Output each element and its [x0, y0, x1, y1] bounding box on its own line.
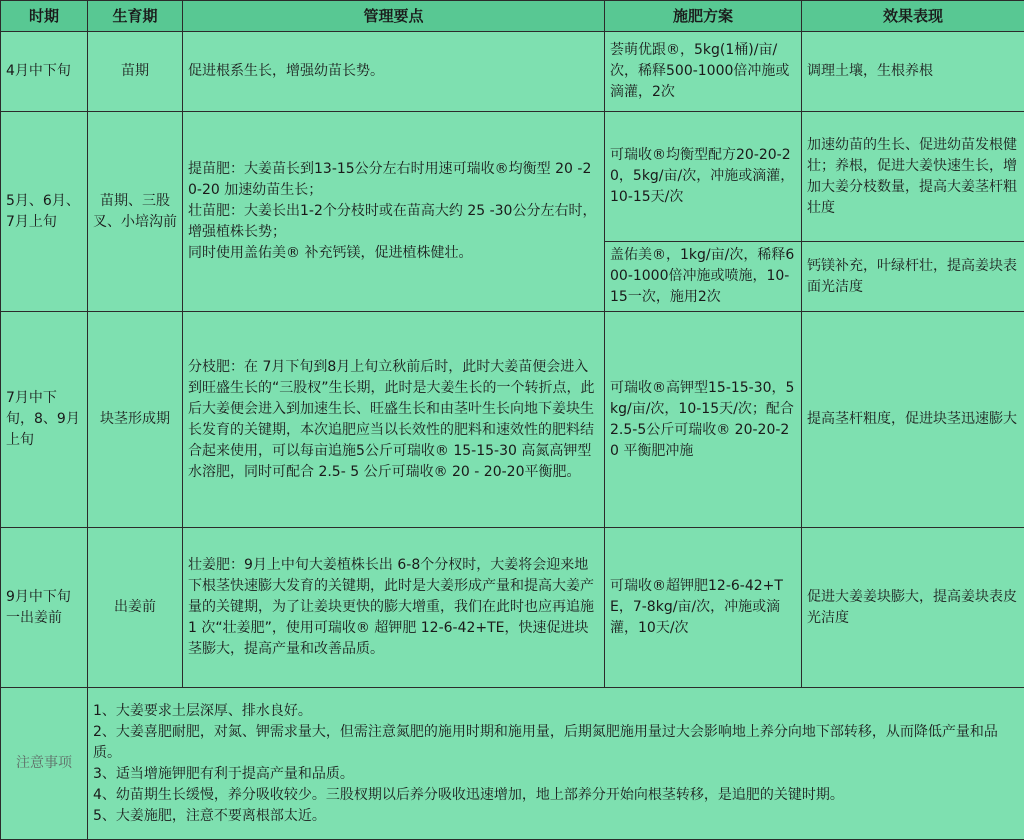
header-management: 管理要点: [183, 1, 605, 32]
management-cell: [183, 112, 605, 312]
effect-cell: 钙镁补充，叶绿杆壮，提高姜块表面光洁度: [802, 242, 1024, 312]
management-cell: [183, 528, 605, 688]
plan-cell: 可瑞收®超钾肥12-6-42+TE，7-8kg/亩/次，冲施或滴灌，10天/次: [605, 528, 802, 688]
header-fertilization-plan: 施肥方案: [605, 1, 802, 32]
note-item: 3、适当增施钾肥有利于提高产量和品质。: [93, 765, 354, 782]
header-row: [1, 1, 1024, 32]
management-line: 壮苗肥：大姜长出1-2个分枝时或在苗高大约 25 -30公分左右时，增强植株长势；: [188, 203, 597, 240]
management-cell: [183, 312, 605, 528]
notes-row: [1, 688, 1024, 840]
plan-cell: 可瑞收®高钾型15-15-30，5kg/亩/次，10-15天/次；配合2.5-5公斤可瑞收® 20-20-20 平衡肥冲施: [605, 312, 802, 528]
header-period: 时期: [1, 1, 88, 32]
note-item: 4、幼苗期生长缓慢，养分吸收较少。三股杈期以后养分吸收迅速增加，地上部养分开始向根茎转移，是追肥的关键时期。: [93, 786, 844, 803]
period-cell: 7月中下旬，8、9月上旬: [1, 312, 88, 528]
plan-cell: 可瑞收®均衡型配方20-20-20，5kg/亩/次，冲施或滴灌，10-15天/次: [605, 112, 802, 242]
note-item: 2、大姜喜肥耐肥，对氮、钾需求量大，但需注意氮肥的施用时期和施用量，后期氮肥施用量过大会影响地上养分向地下部转移，从而降低产量和品质。: [93, 723, 998, 761]
stage-cell: 块茎形成期: [88, 312, 183, 528]
notes-label: 注意事项: [1, 688, 88, 840]
effect-cell: 提高茎杆粗度，促进块茎迅速膨大: [802, 312, 1024, 528]
management-line: 提苗肥：大姜苗长到13-15公分左右时用速可瑞收®均衡型 20 -20-20 加速幼苗生长；: [188, 161, 592, 198]
header-stage: 生育期: [88, 1, 183, 32]
note-item: 5、大姜施肥，注意不要离根部太近。: [93, 807, 326, 824]
table-row: [1, 32, 1024, 112]
notes-body: [88, 688, 1024, 840]
stage-cell: 苗期: [88, 32, 183, 112]
effect-cell: 促进大姜姜块膨大，提高姜块表皮光洁度: [802, 528, 1024, 688]
management-cell: [183, 32, 605, 112]
management-line: 分枝肥：在 7月下旬到8月上旬立秋前后时，此时大姜苗便会进入到旺盛生长的“三股杈”生长期，此时是大姜生长的一个转折点，此后大姜便会进入到加速生长、旺盛生长和由茎叶生长向地下姜块生长发育的关键期，本次追肥应当以长效性的肥料和速效性的肥料结合起来使用，可以每亩追施5公斤可瑞收® 15-15-30 高氮高钾型水溶肥，同时可配合 2.5- 5 公斤可瑞收® 20 - 20-20平衡肥。: [188, 358, 595, 480]
effect-cell: 加速幼苗的生长、促进幼苗发根健壮；养根，促进大姜快速生长，增加大姜分枝数量，提高大姜茎杆粗壮度: [802, 112, 1024, 242]
stage-cell: 出姜前: [88, 528, 183, 688]
plan-cell: 盖佑美®，1kg/亩/次，稀释600-1000倍冲施或喷施，10-15一次，施用2次: [605, 242, 802, 312]
header-effect: 效果表现: [802, 1, 1024, 32]
management-line: 壮姜肥：9月上中旬大姜植株长出 6-8个分杈时，大姜将会迎来地下根茎快速膨大发育的关键期，此时是大姜形成产量和提高大姜产量的关键期，为了让姜块更快的膨大增重，我们在此时也应再追施1 次“壮姜肥”，使用可瑞收® 超钾肥 12-6-42+TE，快速促进块茎膨大，提高产量和改善品质。: [188, 557, 594, 657]
note-item: 1、大姜要求土层深厚、排水良好。: [93, 702, 312, 719]
table-row: [1, 528, 1024, 688]
management-line: 同时使用盖佑美® 补充钙镁，促进植株健壮。: [188, 245, 473, 261]
period-cell: 5月、6月、7月上旬: [1, 112, 88, 312]
effect-cell: 调理土壤，生根养根: [802, 32, 1024, 112]
table-row: [1, 112, 1024, 242]
plan-cell: 荟萌优跟®，5kg(1桶)/亩/次，稀释500-1000倍冲施或滴灌，2次: [605, 32, 802, 112]
period-cell: 9月中下旬一出姜前: [1, 528, 88, 688]
table-row: [1, 312, 1024, 528]
management-line: 促进根系生长，增强幼苗长势。: [188, 63, 384, 79]
period-cell: 4月中下旬: [1, 32, 88, 112]
stage-cell: 苗期、三股叉、小培沟前: [88, 112, 183, 312]
